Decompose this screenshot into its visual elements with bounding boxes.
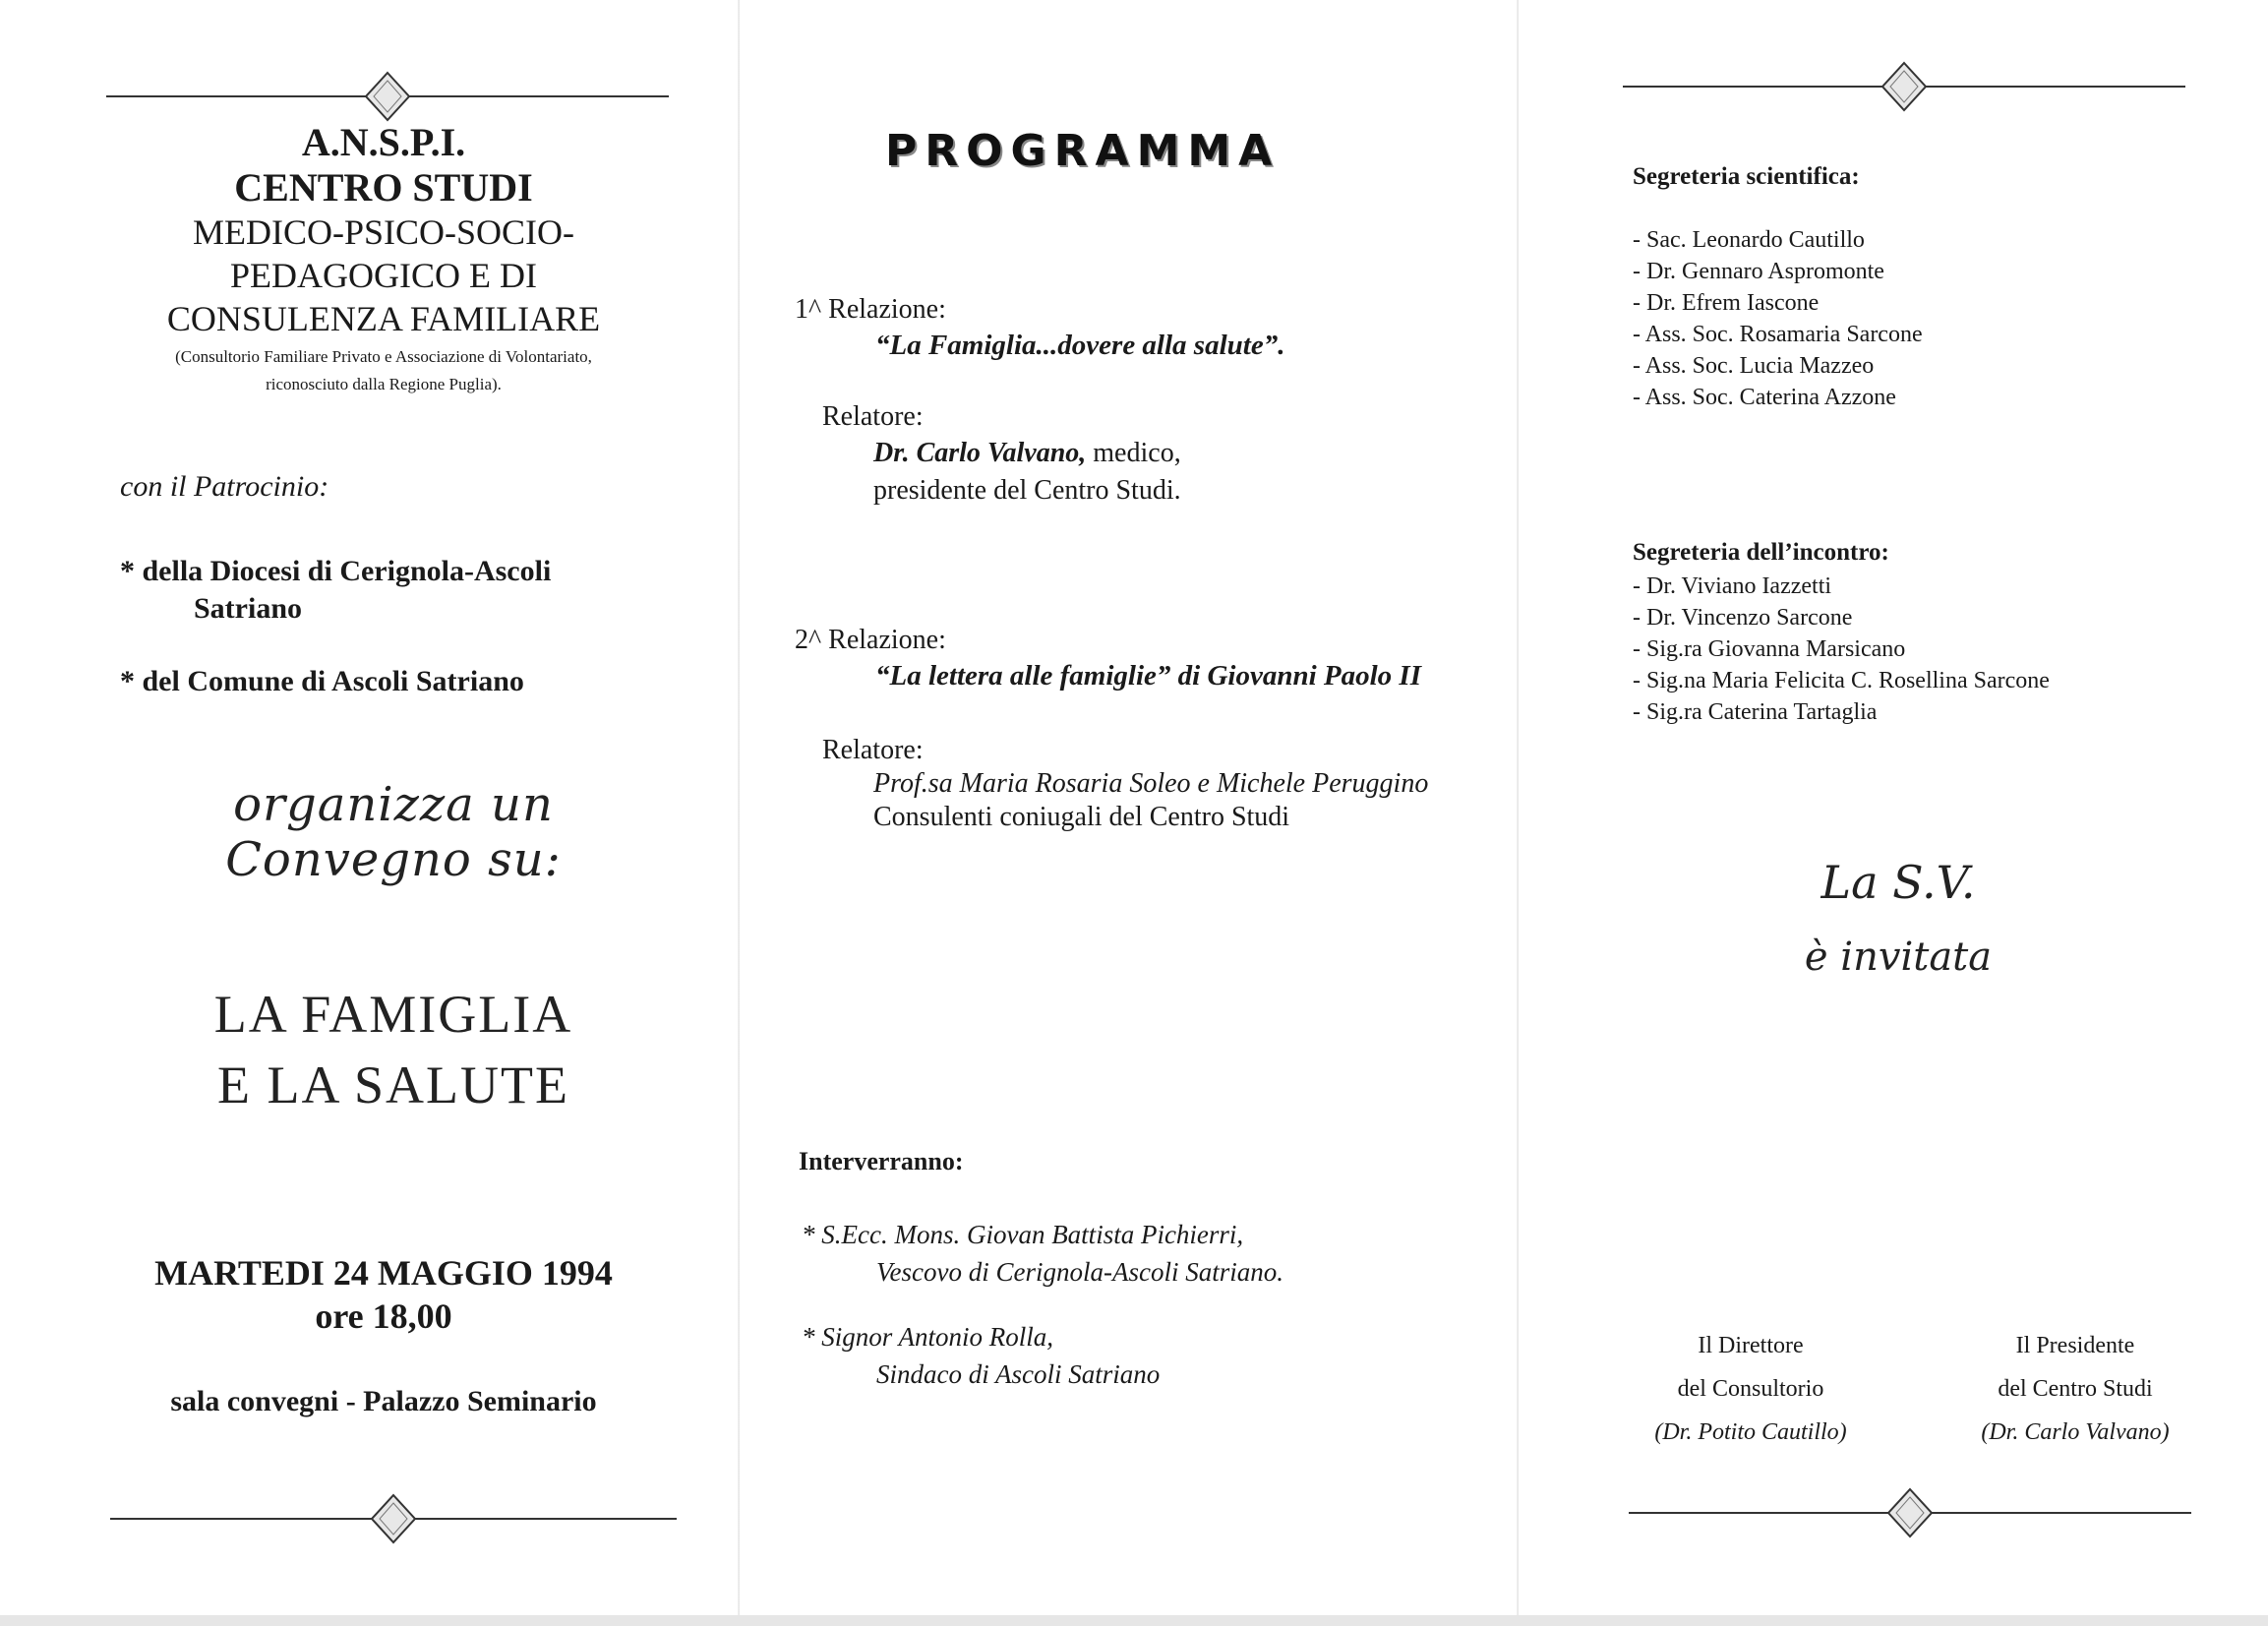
programma-heading: PROGRAMMA: [885, 126, 1281, 176]
relazione-title: “La Famiglia...dovere alla salute”.: [875, 330, 1285, 361]
list-item: - Ass. Soc. Rosamaria Sarcone: [1633, 322, 1923, 347]
signature-direttore: [1613, 1324, 1888, 1454]
speaker-name: Dr. Carlo Valvano,: [873, 438, 1087, 468]
diamond-divider-icon: [110, 1489, 677, 1548]
patrocinio-item-line: Satriano: [194, 592, 303, 625]
speaker-role: medico,: [1086, 438, 1181, 468]
event-title-line: E LA SALUTE: [217, 1055, 569, 1114]
org-acronym: A.N.S.P.I.: [301, 120, 466, 164]
event-venue: sala convegni - Palazzo Seminario: [170, 1385, 597, 1417]
page-bottom-edge: [0, 1615, 2268, 1626]
org-subtitle-line: CONSULENZA FAMILIARE: [166, 299, 601, 338]
segreteria-incontro-list: [1633, 571, 2050, 728]
list-item: - Sig.na Maria Felicita C. Rosellina Sarcone: [1633, 668, 2050, 693]
org-note: (Consultorio Familiare Privato e Associazione di Volontariato,: [175, 347, 592, 366]
list-item: - Dr. Viviano Iazzetti: [1633, 573, 1832, 599]
signature-name: (Dr. Potito Cautillo): [1654, 1419, 1847, 1445]
invitation-script: La S.V.: [1820, 856, 1976, 909]
fold-line-left: [738, 0, 740, 1626]
relazione-label: 1^ Relazione:: [795, 294, 946, 325]
event-time: ore 18,00: [315, 1296, 452, 1336]
relatore-speaker-line: presidente del Centro Studi.: [873, 475, 1181, 506]
signature-presidente: [1938, 1324, 2213, 1454]
diamond-divider-icon: [1623, 57, 2185, 116]
relatore-label: Relatore:: [822, 401, 924, 432]
patrocinio-item-line: * della Diocesi di Cerignola-Ascoli: [120, 555, 552, 587]
relatore-speaker: [873, 435, 1181, 472]
list-item: - Dr. Gennaro Aspromonte: [1633, 259, 1884, 284]
signature-name: (Dr. Carlo Valvano): [1981, 1419, 2170, 1445]
patrocinio-label: con il Patrocinio:: [120, 470, 329, 503]
interverranno-line: Vescovo di Cerignola-Ascoli Satriano.: [876, 1257, 1283, 1287]
organization-header: [98, 120, 669, 395]
diamond-divider-icon: [106, 67, 669, 126]
fold-line-right: [1517, 0, 1519, 1626]
org-name: CENTRO STUDI: [234, 165, 533, 210]
signature-role: del Consultorio: [1677, 1376, 1824, 1402]
list-item: - Sac. Leonardo Cautillo: [1633, 227, 1865, 253]
list-item: - Dr. Efrem Iascone: [1633, 290, 1820, 316]
org-subtitle-line: PEDAGOGICO E DI: [230, 256, 537, 295]
interverranno-item: [802, 1216, 1283, 1291]
org-note: riconosciuto dalla Regione Puglia).: [266, 375, 502, 393]
relazione-title: “La lettera alle famiglie” di Giovanni Paolo II: [875, 660, 1421, 692]
diamond-divider-icon: [1629, 1483, 2191, 1542]
interverranno-line: * Signor Antonio Rolla,: [802, 1322, 1054, 1352]
interverranno-item: [802, 1318, 1160, 1393]
signature-role: del Centro Studi: [1998, 1376, 2153, 1402]
segreteria-scientifica-list: [1633, 224, 1923, 413]
signature-title: Il Presidente: [2015, 1333, 2135, 1358]
segreteria-incontro-heading: Segreteria dell’incontro:: [1633, 539, 1889, 566]
relazione-label: 2^ Relazione:: [795, 625, 946, 655]
interverranno-line: * S.Ecc. Mons. Giovan Battista Pichierri,: [802, 1220, 1244, 1249]
org-subtitle-line: MEDICO-PSICO-SOCIO-: [192, 212, 575, 252]
event-datetime: [98, 1251, 669, 1338]
list-item: - Dr. Vincenzo Sarcone: [1633, 605, 1853, 631]
event-date: MARTEDI 24 MAGGIO 1994: [154, 1253, 613, 1293]
list-item: - Ass. Soc. Caterina Azzone: [1633, 385, 1896, 410]
event-title: [118, 979, 669, 1120]
list-item: - Sig.ra Caterina Tartaglia: [1633, 699, 1878, 725]
organizza-script-heading: organizza un Convegno su:: [225, 777, 562, 887]
patrocinio-item: [120, 553, 671, 628]
signature-title: Il Direttore: [1698, 1333, 1804, 1358]
invitation-script: è invitata: [1804, 934, 1993, 980]
relatore-label: Relatore:: [822, 735, 924, 765]
relatore-speaker: Prof.sa Maria Rosaria Soleo e Michele Peruggino: [873, 768, 1429, 799]
patrocinio-item: * del Comune di Ascoli Satriano: [120, 665, 524, 697]
interverranno-label: Interverranno:: [799, 1147, 964, 1175]
relatore-speaker-line: Consulenti coniugali del Centro Studi: [873, 802, 1290, 832]
list-item: - Ass. Soc. Lucia Mazzeo: [1633, 353, 1875, 379]
interverranno-line: Sindaco di Ascoli Satriano: [876, 1359, 1161, 1389]
list-item: - Sig.ra Giovanna Marsicano: [1633, 636, 1906, 662]
segreteria-scientifica-heading: Segreteria scientifica:: [1633, 163, 1860, 190]
event-title-line: LA FAMIGLIA: [213, 985, 573, 1044]
